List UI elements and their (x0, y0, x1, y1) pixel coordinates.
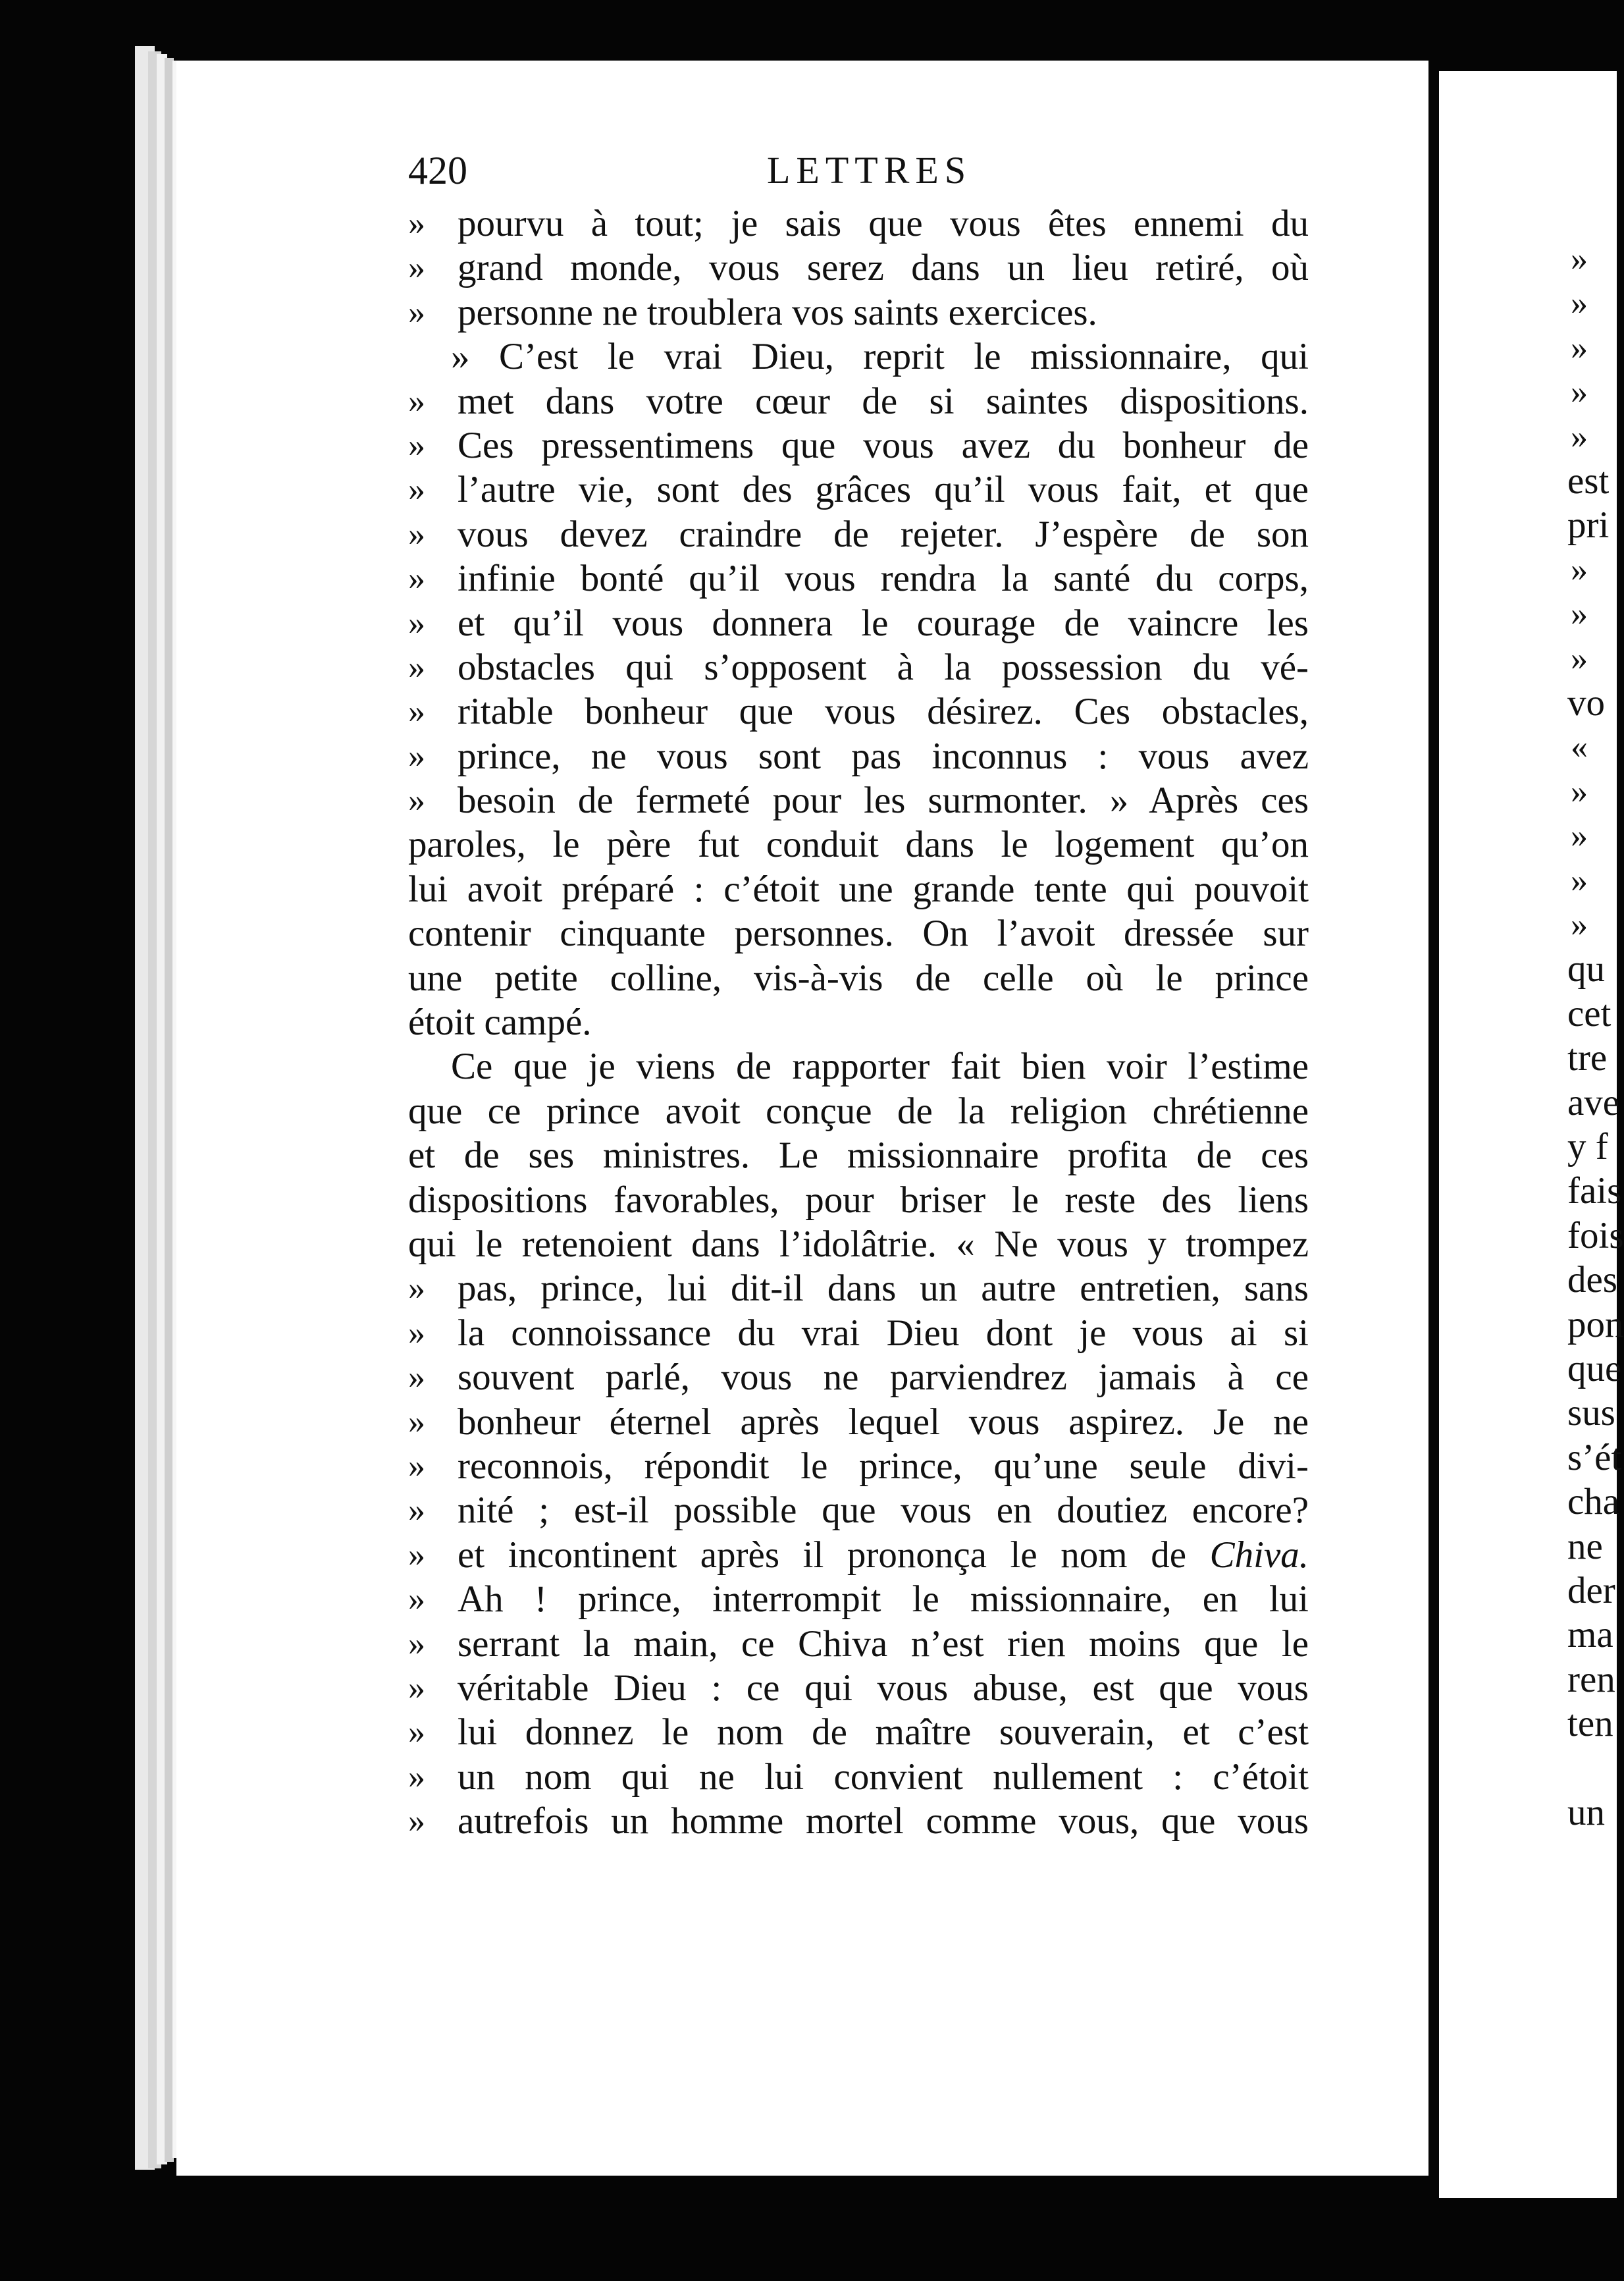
quote-mark: » (408, 1624, 425, 1663)
line-text: que ce prince avoit conçue de la religion chrétienne (408, 1090, 1309, 1132)
quote-mark: » (408, 1447, 425, 1485)
text-line (408, 1044, 1309, 1088)
text-line (408, 1266, 1309, 1310)
quote-mark: » (408, 426, 425, 464)
text-line (408, 1710, 1309, 1754)
right-page-fragment: » (1571, 861, 1588, 899)
right-page-fragment: y f (1567, 1126, 1608, 1167)
line-text: véritable Dieu : ce qui vous abuse, est que vous (458, 1667, 1309, 1709)
right-page-fragment: sus (1567, 1392, 1615, 1434)
text-line (408, 1488, 1309, 1532)
line-text: infinie bonté qu’il vous rendra la santé du corps, (458, 558, 1309, 600)
running-head (408, 148, 1303, 201)
text-line (408, 335, 1309, 379)
line-text: pas, prince, lui dit-il dans un autre entretien, sans (458, 1268, 1309, 1310)
line-text: Ces pressentimens que vous avez du bonheur de (458, 424, 1309, 466)
right-page-fragment: fois (1567, 1214, 1624, 1256)
quote-mark: » (408, 515, 425, 553)
quote-mark: » (408, 1802, 425, 1840)
text-line (408, 468, 1309, 512)
line-text: Ah ! prince, interrompit le missionnaire, en lui (458, 1578, 1309, 1621)
line-text: et qu’il vous donnera le courage de vaincre les (458, 602, 1309, 644)
right-page-fragment: pon (1567, 1303, 1624, 1345)
right-page-fragment: » (1571, 550, 1588, 589)
quote-mark: » (408, 1358, 425, 1397)
right-page-fragment: s’ét (1567, 1436, 1622, 1478)
text-line (408, 1311, 1309, 1355)
right-page-fragment: » (1571, 772, 1588, 811)
text-line (408, 1666, 1309, 1710)
quote-mark: » (408, 737, 425, 775)
right-page-fragment: est (1567, 460, 1610, 502)
right-page-fragment: » (1571, 240, 1588, 278)
line-text: lui donnez le nom de maître souverain, et c’est (458, 1711, 1309, 1754)
quote-mark: » (408, 293, 425, 331)
line-text: vous devez craindre de rejeter. J’espère de son (458, 513, 1309, 555)
right-page-fragment: fais (1567, 1170, 1622, 1212)
text-line (408, 246, 1309, 290)
line-text: une petite colline, vis-à-vis de celle où le prince (408, 957, 1309, 999)
text-line (408, 1000, 1309, 1044)
text-line (408, 956, 1309, 1000)
text-line (408, 1622, 1309, 1666)
line-text: ritable bonheur que vous désirez. Ces obstacles, (458, 691, 1309, 733)
body-text (408, 201, 1309, 1843)
right-page-fragment: » (1571, 284, 1588, 323)
text-line (408, 1400, 1309, 1444)
text-line (408, 734, 1309, 778)
right-page-fragment: » (1571, 417, 1588, 456)
text-line (408, 689, 1309, 734)
line-text: obstacles qui s’opposent à la possession du vé- (458, 646, 1309, 688)
line-text: dispositions favorables, pour briser le reste des liens (408, 1179, 1309, 1221)
text-line (408, 512, 1309, 556)
line-text: personne ne troublera vos saints exercices. (458, 291, 1097, 333)
line-text: met dans votre cœur de si saintes dispositions. (458, 380, 1309, 422)
right-page-fragment: cet (1567, 992, 1611, 1034)
text-line (408, 1133, 1309, 1177)
text-line (408, 1533, 1309, 1577)
right-page-fragment: vo (1567, 682, 1605, 724)
italic-word: Chiva. (1209, 1534, 1309, 1576)
text-line (408, 822, 1309, 867)
text-line (408, 911, 1309, 955)
text-line (408, 201, 1309, 246)
quote-mark: » (408, 249, 425, 287)
quote-mark: » (408, 1536, 425, 1574)
text-line (408, 1444, 1309, 1488)
quote-mark: » (408, 693, 425, 731)
right-page-fragment: pri (1567, 504, 1610, 547)
right-page-fragment: ave (1567, 1081, 1620, 1123)
line-text: lui avoit préparé : c’étoit une grande tente qui pouvoit (408, 868, 1309, 910)
quote-mark: » (408, 648, 425, 686)
right-page-fragment: » (1571, 817, 1588, 855)
right-page-fragment: ma (1567, 1614, 1613, 1656)
right-page-fragment: tre (1567, 1037, 1608, 1079)
quote-mark: » (408, 1314, 425, 1352)
line-text: un nom qui ne lui convient nullement : c’étoit (458, 1756, 1309, 1798)
line-text: paroles, le père fut conduit dans le logement qu’on (408, 824, 1309, 866)
line-text: la connoissance du vrai Dieu dont je vous ai si (458, 1312, 1309, 1354)
text-line (408, 423, 1309, 468)
quote-mark: » (408, 1270, 425, 1308)
text-line (408, 778, 1309, 822)
text-line (408, 867, 1309, 911)
quote-mark: » (408, 1403, 425, 1441)
right-page-fragment: ne (1567, 1525, 1603, 1567)
right-page-fragment: » (1571, 595, 1588, 633)
line-text: besoin de fermeté pour les surmonter. » Après ces (458, 780, 1309, 822)
text-line (408, 290, 1309, 335)
line-text: nité ; est-il possible que vous en doutiez encore? (458, 1489, 1309, 1532)
right-page-fragment: ren (1567, 1658, 1615, 1700)
quote-mark: » (408, 1758, 425, 1796)
quote-mark: » (408, 560, 425, 598)
right-page-fragment: un (1567, 1792, 1605, 1833)
right-page-fragment: der (1567, 1570, 1615, 1611)
quote-mark: » (408, 782, 425, 820)
right-page-fragment: « (1571, 728, 1588, 766)
right-page-fragment: que (1567, 1348, 1622, 1389)
text-line (408, 1355, 1309, 1399)
line-text: l’autre vie, sont des grâces qu’il vous fait, et que (458, 469, 1309, 511)
line-text: reconnois, répondit le prince, qu’une seule divi- (458, 1445, 1309, 1487)
text-line (408, 1178, 1309, 1222)
text-line (408, 1222, 1309, 1266)
line-text: contenir cinquante personnes. On l’avoit dressée sur (408, 913, 1309, 955)
text-line (408, 1577, 1309, 1621)
quote-mark: » (408, 471, 425, 509)
text-line (408, 1755, 1309, 1799)
text-line (408, 1089, 1309, 1133)
text-line (408, 1799, 1309, 1843)
line-text: serrant la main, ce Chiva n’est rien moins que le (458, 1623, 1309, 1665)
right-page-fragment: des (1567, 1259, 1617, 1301)
quote-mark: » (408, 1669, 425, 1707)
line-text: autrefois un homme mortel comme vous, que vous (458, 1800, 1309, 1842)
right-page-fragment: » (1571, 906, 1588, 944)
line-text: Ce que je viens de rapporter fait bien voir l’estime (451, 1046, 1309, 1088)
text-line (408, 379, 1309, 423)
running-title: LETTRES (767, 149, 972, 192)
right-page-fragment: » (1571, 329, 1588, 367)
right-page-text (1439, 71, 1624, 2198)
line-text: prince, ne vous sont pas inconnus : vous avez (458, 735, 1309, 777)
line-text: souvent parlé, vous ne parviendrez jamais à ce (458, 1356, 1309, 1399)
right-page-fragment: cha (1567, 1481, 1620, 1523)
quote-mark: » (408, 1580, 425, 1619)
line-text: et de ses ministres. Le missionnaire profita de ces (408, 1135, 1309, 1177)
page-number: 420 (408, 149, 467, 192)
right-page-fragment: » (1571, 639, 1588, 678)
line-text: » C’est le vrai Dieu, reprit le missionnaire, qui (451, 336, 1309, 378)
quote-mark: » (408, 382, 425, 420)
right-page-fragment: ten (1567, 1703, 1613, 1745)
quote-mark: » (408, 1713, 425, 1752)
text-line (408, 645, 1309, 689)
quote-mark: » (408, 1491, 425, 1530)
text-line (408, 601, 1309, 645)
line-text: qui le retenoient dans l’idolâtrie. « Ne vous y trompez (408, 1223, 1309, 1265)
quote-mark: » (408, 604, 425, 642)
line-text: et incontinent après il prononça le nom de Chiva. (458, 1534, 1309, 1576)
line-text: bonheur éternel après lequel vous aspirez. Je ne (458, 1401, 1309, 1443)
line-text: étoit campé. (408, 1002, 592, 1044)
line-text: grand monde, vous serez dans un lieu retiré, où (458, 247, 1309, 289)
quote-mark: » (408, 205, 425, 242)
right-page-fragment: » (1571, 373, 1588, 412)
text-line (408, 556, 1309, 601)
right-page-fragment: qu (1567, 948, 1605, 990)
line-text: pourvu à tout; je sais que vous êtes ennemi du (458, 203, 1309, 244)
